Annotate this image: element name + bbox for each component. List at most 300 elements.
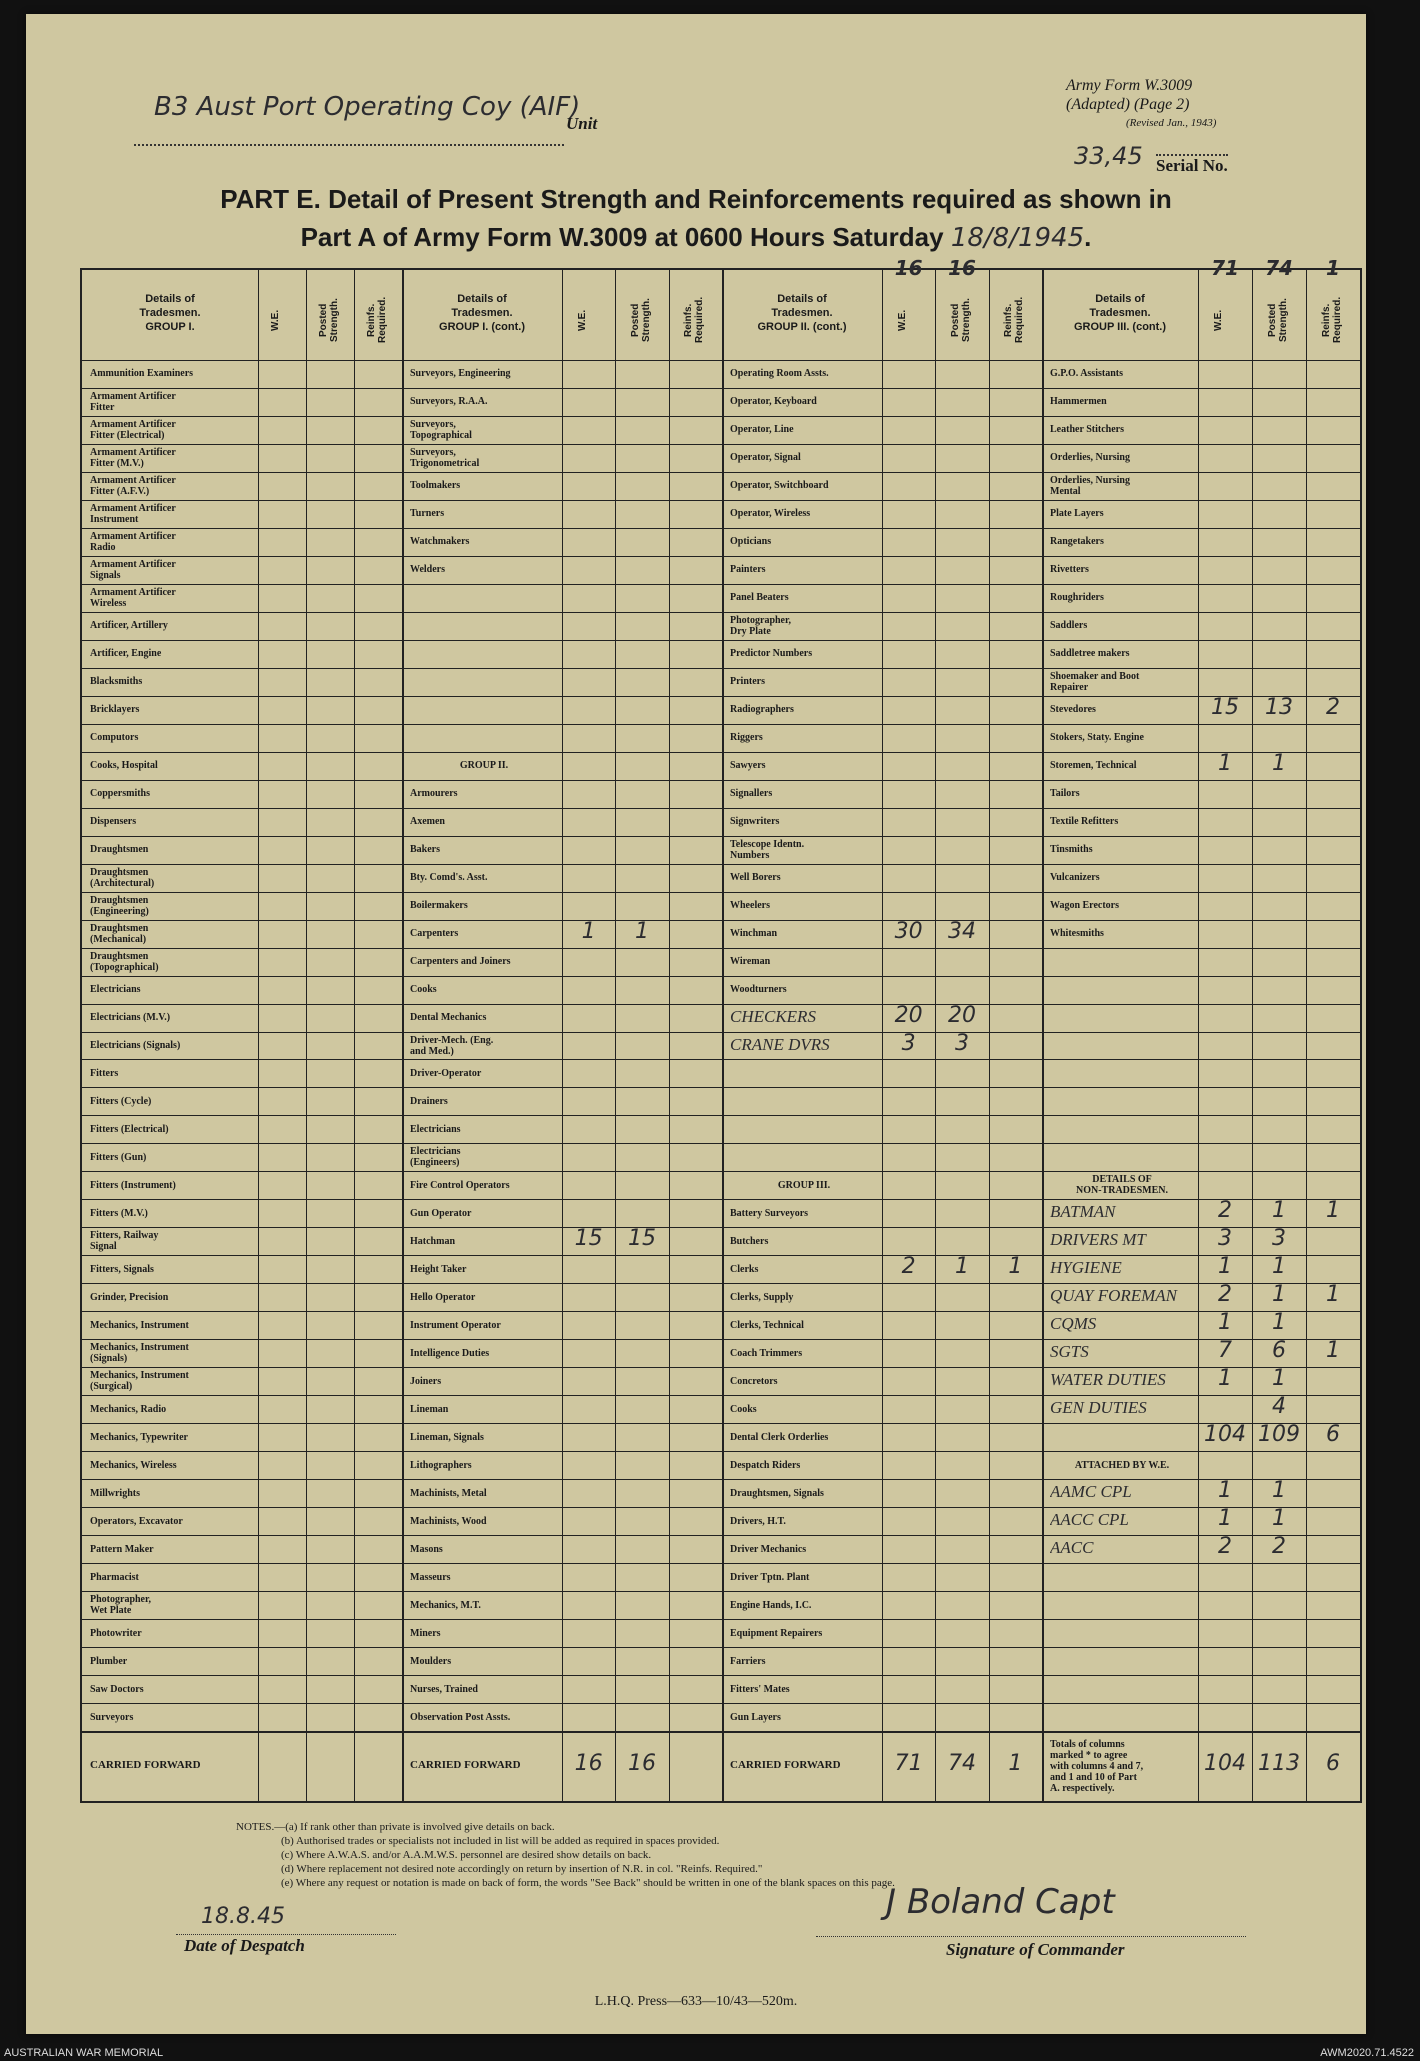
trade-label: Pharmacist [90,1571,139,1583]
row-divider [722,416,1042,417]
trade-label: Plumber [90,1655,128,1667]
trade-label: Well Borers [730,872,781,884]
row-divider [722,1591,1042,1592]
row-divider [402,668,722,669]
trade-label: Computors [90,732,139,744]
row-divider [402,1311,722,1312]
section-heading: DETAILS OF NON-TRADESMEN. [1076,1174,1168,1197]
trade-label: Concretors [730,1375,778,1387]
trade-label: Radiographers [730,704,794,716]
archive-id: AWM2020.71.4522 [1320,2047,1414,2059]
value-cell-we: 1 [1218,1254,1232,1280]
form-name-line: (Revised Jan., 1943) [1126,117,1217,129]
column-header-we: W.E. [896,309,908,331]
trade-label: Fitters, Signals [90,1263,154,1275]
row-divider [722,1115,1042,1116]
row-divider [82,1171,402,1172]
trade-label: Bakers [410,844,440,856]
trade-label: Electricians (Signals) [90,1040,181,1051]
column-header-total-posted: 74 [1265,256,1293,280]
row-divider [82,1143,402,1144]
trade-label: Draughtsmen (Topographical) [90,950,159,973]
trade-label: Driver-Operator [410,1067,482,1079]
trade-label: Storemen, Technical [1050,760,1137,772]
trade-label: Electricians (M.V.) [90,1012,171,1024]
trade-label: Rivetters [1050,564,1089,576]
trade-label: AAMC CPL [1050,1482,1132,1502]
serial-number-label: Serial No. [1156,156,1228,175]
form-sheet [26,14,1366,2034]
trade-label: Photowriter [90,1627,142,1639]
row-divider [82,976,402,977]
trade-label: Instrument Operator [410,1319,501,1331]
row-divider [402,1507,722,1508]
row-divider [82,1227,402,1228]
row-divider [82,1591,402,1592]
trade-label: Fitters [90,1067,119,1079]
value-cell-reinfs: 1 [1008,1254,1023,1280]
row-divider [1042,1395,1360,1396]
column-header-total-we: 16 [894,256,923,280]
trade-label: Orderlies, Nursing Mental [1050,474,1130,497]
trade-label: Dental Clerk Orderlies [730,1431,829,1443]
row-divider [722,1059,1042,1060]
value-cell-we: 2 [901,1254,916,1280]
trade-label: Draughtsmen (Engineering) [90,894,149,917]
column-header-title: Details of Tradesmen. GROUP I. (cont.) [439,293,525,333]
row-divider [402,864,722,865]
trade-label: Dental Mechanics [410,1012,487,1024]
row-divider [722,668,1042,669]
row-divider [1042,948,1360,949]
row-divider [402,444,722,445]
value-cell-we: 1 [1218,1366,1232,1392]
trade-label: Bty. Comd's. Asst. [410,872,488,884]
trade-label: Joiners [410,1375,442,1387]
row-divider [402,1591,722,1592]
trade-label: Whitesmiths [1050,928,1104,940]
row-divider [722,584,1042,585]
trade-label: Clerks, Technical [730,1319,804,1331]
row-divider [722,1395,1042,1396]
trade-label: Hello Operator [410,1291,476,1303]
trade-label: Draughtsmen, Signals [730,1487,824,1499]
trade-label: Operators, Excavator [90,1515,183,1527]
row-divider [402,1255,722,1256]
row-divider [82,920,402,921]
column-header [1042,256,1360,361]
trade-label: Saddlers [1050,620,1088,632]
row-divider [722,696,1042,697]
trade-label: Fitters (Electrical) [90,1123,169,1135]
row-divider [402,612,722,613]
trade-label: CHECKERS [730,1006,816,1026]
row-divider [82,556,402,557]
value-cell-reinfs: 6 [1326,1751,1340,1776]
row-divider [402,976,722,977]
trade-label: Mechanics, Typewriter [90,1431,188,1443]
value-cell-we: 15 [1211,694,1239,720]
trade-label: Observation Post Assts. [410,1711,511,1723]
trade-label: CARRIED FORWARD [730,1760,841,1771]
trade-label: Driver Mechanics [730,1543,807,1555]
row-divider [402,1199,722,1200]
trade-label: Operator, Keyboard [730,396,817,408]
trade-label: Stokers, Staty. Engine [1050,732,1144,744]
column-header-total-posted: 16 [948,256,976,280]
signature-underline [816,1936,1246,1937]
value-cell-posted: 1 [1272,750,1286,776]
trade-label: CARRIED FORWARD [410,1760,521,1771]
trade-label: Despatch Riders [730,1459,801,1471]
row-divider [402,556,722,557]
value-cell-posted: 1 [1272,1478,1286,1504]
value-cell-we: 2 [1218,1198,1232,1224]
trade-label: Woodturners [730,984,787,996]
value-cell-we: 1 [1218,1310,1232,1336]
trade-label: Fitters' Mates [730,1683,790,1695]
trade-label: Rangetakers [1050,536,1104,548]
row-divider [82,1339,402,1340]
row-divider [402,1004,722,1005]
trade-label: Operating Room Assts. [730,368,829,380]
trade-label: Operator, Wireless [730,508,811,520]
value-cell-we: 16 [574,1751,603,1776]
trade-label: G.P.O. Assistants [1050,368,1123,380]
column-header-reinfs: Reinfs. Required. [1003,296,1026,344]
value-cell-posted: 1 [1272,1366,1286,1392]
row-divider [82,1087,402,1088]
row-divider [402,528,722,529]
row-divider [1042,780,1360,781]
row-divider [402,724,722,725]
trade-label: Toolmakers [410,480,461,492]
trade-label: Intelligence Duties [410,1347,490,1359]
row-divider [722,1563,1042,1564]
row-divider [82,584,402,585]
column-header-total-reinfs: 1 [1326,256,1340,280]
trade-label: Masseurs [410,1571,451,1583]
despatch-label: Date of Despatch [184,1936,305,1955]
trade-label: Fitters (Gun) [90,1151,147,1163]
trade-label: Lineman [410,1403,449,1415]
value-cell-reinfs: 6 [1326,1422,1340,1448]
row-divider [402,1731,722,1733]
row-divider [402,752,722,753]
value-cell-posted: 34 [947,918,976,944]
unit-label: Unit [566,114,598,133]
trade-label: Electricians [90,984,141,996]
row-divider [722,1479,1042,1480]
trade-label: Lithographers [410,1459,472,1471]
trade-label: CARRIED FORWARD [90,1760,201,1771]
column-header-posted: Posted Strength. [630,298,652,342]
trade-label: Grinder, Precision [90,1291,169,1303]
trade-label: Surveyors [90,1711,134,1723]
value-cell-posted: 6 [1272,1338,1286,1364]
value-cell-posted: 3 [1272,1226,1286,1252]
trade-label: Machinists, Metal [410,1487,487,1499]
row-divider [82,948,402,949]
row-divider [1042,388,1360,389]
value-cell-we: 30 [894,918,923,944]
form-title-line2 [26,222,1366,253]
section-heading: GROUP II. [459,760,509,772]
strength-table [80,256,1362,1803]
value-cell-we: 71 [894,1751,923,1776]
row-divider [82,780,402,781]
column-header-we: W.E. [270,309,281,331]
value-cell-we: 1 [1218,1478,1232,1504]
row-divider [722,948,1042,949]
row-divider [82,1731,402,1733]
row-divider [82,1423,402,1424]
row-divider [82,1115,402,1116]
row-divider [1042,1675,1360,1676]
note-line: NOTES.—(a) If rank other than private is involved give details on back. [236,1821,555,1833]
row-divider [82,1367,402,1368]
trade-label: Draughtsmen (Mechanical) [90,922,149,945]
trade-label: Tinsmiths [1050,844,1093,856]
row-divider [722,1171,1042,1172]
row-divider [402,1395,722,1396]
row-divider [402,640,722,641]
row-divider [722,836,1042,837]
row-divider [722,444,1042,445]
row-divider [722,780,1042,781]
row-divider [722,556,1042,557]
row-divider [402,1619,722,1620]
row-divider [402,1143,722,1144]
trade-label: Telescope Identn. Numbers [730,838,805,861]
value-cell-we: 2 [1218,1282,1232,1308]
trade-label: Armament Artificer Instrument [90,502,176,525]
row-divider [82,1451,402,1452]
trade-label: Orderlies, Nursing [1050,452,1130,464]
trade-label: Painters [730,564,766,576]
row-divider [402,1032,722,1033]
value-cell-posted: 1 [1272,1310,1286,1336]
trade-label: Saddletree makers [1050,648,1130,660]
trade-label: HYGIENE [1050,1258,1122,1278]
column-header-title: Details of Tradesmen. GROUP I. [139,293,201,333]
trade-label: Engine Hands, I.C. [730,1599,812,1611]
row-divider [722,1283,1042,1284]
trade-label: Surveyors, R.A.A. [410,396,488,408]
row-divider [722,1675,1042,1676]
row-divider [722,528,1042,529]
trade-label: Shoemaker and Boot Repairer [1050,670,1140,693]
row-divider [82,1535,402,1536]
row-divider [82,1311,402,1312]
column-header-posted: Posted Strength. [1267,298,1289,342]
trade-label: Mechanics, Wireless [90,1459,177,1471]
row-divider [402,836,722,837]
column-header-title: Details of Tradesmen. GROUP II. (cont.) [757,293,847,333]
row-divider [1042,808,1360,809]
row-divider [722,1311,1042,1312]
column-header-we: W.E. [1213,309,1224,331]
trade-label: CQMS [1050,1314,1097,1334]
row-divider [722,724,1042,725]
trade-label: Fire Control Operators [410,1179,510,1191]
value-cell-posted: 3 [954,1030,969,1056]
trade-label: QUAY FOREMAN [1050,1286,1178,1306]
row-divider [1042,1171,1360,1172]
value-cell-posted: 1 [1272,1254,1286,1280]
value-cell-reinfs: 1 [1008,1751,1023,1776]
column-header [402,270,722,361]
row-divider [82,752,402,753]
trade-label: Ammunition Examiners [90,368,194,380]
row-divider [402,780,722,781]
row-divider [722,1619,1042,1620]
trade-label: Surveyors, Trigonometrical [410,446,480,469]
trade-label: Bricklayers [90,704,140,716]
value-cell-reinfs: 2 [1326,694,1340,720]
trade-label: Carpenters [410,928,459,940]
row-divider [722,1451,1042,1452]
trade-label: Leather Stitchers [1050,424,1124,436]
title-year-handwritten: 5 [1067,223,1085,253]
trade-label: Gun Layers [730,1711,781,1723]
value-cell-we: 1 [1218,1506,1232,1532]
trade-label: Blacksmiths [90,676,143,688]
trade-label: Drivers, H.T. [730,1515,786,1527]
column-header [722,256,1042,361]
trade-label: Artificer, Engine [90,648,162,660]
value-cell-reinfs: 1 [1326,1338,1340,1364]
value-cell-posted: 1 [1272,1282,1286,1308]
trade-label: Wheelers [730,900,770,912]
value-cell-posted: 4 [1272,1394,1286,1420]
row-divider [402,1283,722,1284]
trade-label: Electricians [410,1123,461,1135]
row-divider [722,1731,1042,1733]
row-divider [722,1143,1042,1144]
value-cell-posted: 15 [627,1226,656,1252]
trade-label: Stevedores [1050,704,1096,716]
trade-label: CRANE DVRS [730,1034,830,1054]
row-divider [1042,1647,1360,1648]
value-cell-reinfs: 1 [1326,1198,1340,1224]
row-divider [1042,584,1360,585]
row-divider [402,472,722,473]
row-divider [722,500,1042,501]
row-divider [1042,1032,1360,1033]
row-divider [82,808,402,809]
title-date-handwritten: 18/8/194 [950,223,1068,253]
row-divider [1042,1451,1360,1452]
row-divider [82,388,402,389]
row-divider [1042,1087,1360,1088]
row-divider [1042,1591,1360,1592]
value-cell-posted: 16 [627,1751,656,1776]
printer-imprint: L.H.Q. Press—633—10/43—520m. [594,1994,798,2009]
row-divider [722,1507,1042,1508]
trade-label: Cooks [410,984,437,996]
value-cell-posted: 2 [1272,1534,1286,1560]
row-divider [82,668,402,669]
row-divider [722,1367,1042,1368]
form-name-line: Army Form W.3009 [1066,77,1193,94]
value-cell-posted: 1 [1272,1198,1286,1224]
row-divider [82,724,402,725]
row-divider [82,1507,402,1508]
trade-label: Millwrights [90,1487,140,1499]
row-divider [82,472,402,473]
row-divider [402,808,722,809]
value-cell-we: 104 [1204,1422,1246,1448]
row-divider [402,388,722,389]
trade-label: Farriers [730,1655,766,1667]
row-divider [722,1703,1042,1704]
trade-label: AACC [1050,1538,1094,1558]
trade-label: Photographer, Wet Plate [90,1594,152,1617]
trade-label: Boilermakers [410,900,468,912]
row-divider [722,640,1042,641]
trade-label: Armament Artificer Radio [90,530,176,553]
row-divider [402,500,722,501]
row-divider [722,892,1042,893]
trade-label: Lineman, Signals [410,1431,484,1443]
trade-label: Coach Trimmers [730,1347,803,1359]
form-title-line1: PART E. Detail of Present Strength and Reinforcements required as shown in [220,184,1172,214]
row-divider [722,1647,1042,1648]
column-header [82,270,402,361]
trade-label: Drainers [410,1095,448,1107]
value-cell-we: 20 [894,1002,923,1028]
trade-label: Surveyors, Topographical [410,418,472,441]
row-divider [1042,556,1360,557]
trade-label: Textile Refitters [1050,816,1119,828]
value-cell-posted: 1 [1272,1506,1286,1532]
trade-label: Turners [410,508,445,520]
column-header-reinfs: Reinfs. Required. [366,296,388,344]
column-header-posted: Posted Strength. [950,298,972,342]
trade-label: SGTS [1050,1342,1089,1362]
trade-label: Nurses, Trained [410,1683,478,1695]
row-divider [82,612,402,613]
trade-label: WATER DUTIES [1050,1370,1166,1390]
row-divider [1042,1115,1360,1116]
row-divider [82,1647,402,1648]
trade-label: Masons [410,1543,443,1555]
row-divider [722,752,1042,753]
row-divider [722,1087,1042,1088]
row-divider [82,416,402,417]
value-cell-we: 3 [901,1030,916,1056]
row-divider [82,640,402,641]
trade-label: Mechanics, Instrument (Signals) [90,1342,189,1365]
section-heading: ATTACHED BY W.E. [1074,1459,1170,1471]
trade-label: Height Taker [410,1263,467,1275]
trade-label: Fitters, Railway Signal [90,1230,159,1253]
row-divider [1042,920,1360,921]
column-header-reinfs: Reinfs. Required. [683,296,706,344]
note-line: (b) Authorised trades or specialists not included in list will be added as required in spaces provided. [281,1835,720,1847]
trade-label: Pattern Maker [90,1543,154,1555]
column-header-title: Details of Tradesmen. GROUP III. (cont.) [1073,293,1167,333]
trade-label: Armament Artificer Fitter (A.F.V.) [90,474,176,497]
value-cell-we: 15 [574,1226,603,1252]
unit-name-handwritten: B3 Aust Port Operating Coy (AIF) [154,92,581,122]
value-cell-we: 104 [1204,1751,1246,1776]
trade-label: Fitters (M.V.) [90,1207,148,1219]
trade-label: AACC CPL [1050,1510,1129,1530]
trade-label: Operator, Switchboard [730,480,829,492]
row-divider [1042,1619,1360,1620]
